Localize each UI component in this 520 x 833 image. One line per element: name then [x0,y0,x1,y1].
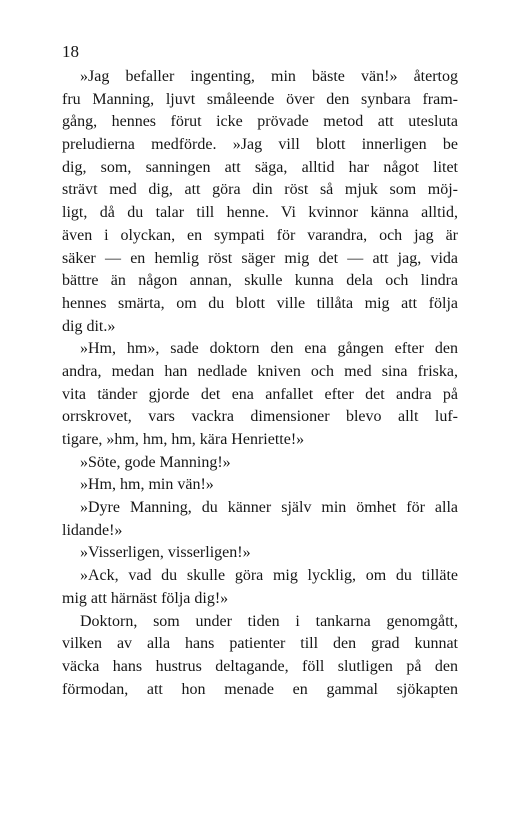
text-line: »Hm, hm», sade doktorn den ena gången efter den [80,340,458,358]
text-line: ligt, då du talar till henne. Vi kvinnor känna alltid, [62,204,458,222]
text-line: »Visserligen, visserligen!» [80,544,251,562]
text-line: »Söte, gode Manning!» [80,453,231,471]
text-line: gång, hennes förut icke prövade metod att utesluta [62,113,458,131]
text-line: preludierna medförde. »Jag vill blott innerligen be [62,136,458,154]
body-text [62,66,458,701]
text-line: bättre än någon annan, skulle kunna dela och lindra [62,272,458,290]
page-number: 18 [62,42,79,61]
text-line: säker — en hemlig röst säger mig det — att jag, vida [62,249,458,267]
text-line: dig dit.» [62,317,116,335]
text-line: andra, medan han nedlade kniven och med sina friska, [62,362,458,380]
text-line: strävt med dig, att göra din röst så mjuk som möj- [62,181,458,199]
text-line: väcka hans hustrus deltagande, föll slutligen på den [62,657,458,675]
text-line: »Hm, hm, min vän!» [80,476,214,494]
text-line: »Jag befaller ingenting, min bäste vän!» återtog [80,68,458,85]
text-line: hennes smärta, om du blott ville tillåta mig att följa [62,294,458,312]
text-line: »Dyre Manning, du känner själv min ömhet för alla [80,499,458,517]
text-line: fru Manning, ljuvt småleende över den synbara fram- [62,90,458,108]
text-line: tigare, »hm, hm, hm, kära Henriette!» [62,431,305,448]
text-line: orrskrovet, vars vackra dimensioner blevo allt luf- [62,408,458,426]
text-line: Doktorn, som under tiden i tankarna genomgått, [80,612,458,630]
text-line: vita tänder gjorde det ena anfallet efter det andra på [62,385,458,403]
text-line: vilken av alla hans patienter till den grad kunnat [62,635,458,653]
text-line: mig att härnäst följa dig!» [62,589,229,607]
text-line: lidande!» [62,521,123,539]
text-line: »Ack, vad du skulle göra mig lycklig, om du tilläte [80,567,458,585]
text-line: förmodan, att hon menade en gammal sjökapten [62,680,458,698]
text-line: dig, som, sanningen att säga, alltid har något litet [62,158,458,176]
text-line: även i olyckan, en sympati för varandra, och jag är [62,226,458,244]
